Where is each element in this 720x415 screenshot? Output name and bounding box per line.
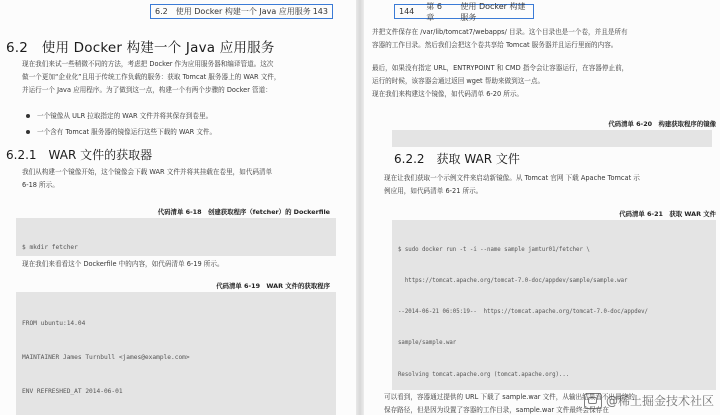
intro-line: 我们从构建一个镜像开始，这个镜像会下载 WAR 文件并将其挂载在卷里，如代码清单 — [22, 168, 273, 176]
intro-line: 最后，如果没有指定 URL，ENTRYPOINT 和 CMD 指令会让容器运行，在容器停止前， — [372, 64, 629, 72]
code-line: FROM ubuntu:14.04 — [22, 320, 86, 328]
closing-line: 可以看到，容器通过提供的 URL 下载了 sample.war 文件，从输出结果看不出最终的 — [384, 393, 635, 401]
bullet-dot-icon — [26, 114, 30, 118]
header-section-title: 6.2 使用 Docker 构建一个 Java 应用服务 — [155, 7, 311, 16]
intro-line: 例应用，如代码清单 6-21 所示。 — [384, 187, 483, 195]
intro-line: 并运行一个 Java 应用程序。为了做到这一点，构建一个有两个步骤的 Docker 管道： — [22, 86, 272, 94]
bullet-text: 一个含有 Tomcat 服务器的镜像运行这些下载的 WAR 文件。 — [37, 128, 217, 136]
right-page-header — [394, 1, 534, 22]
code-line: $ mkdir fetcher — [22, 244, 78, 252]
intro-line: 现在我们来构建这个镜像，如代码清单 6-20 所示。 — [372, 90, 524, 98]
juejin-logo-icon — [584, 393, 602, 409]
listing-caption: 代码清单 6-21 获取 WAR 文件 — [619, 210, 716, 218]
watermark — [584, 392, 714, 409]
intro-line: 6-18 所示。 — [22, 181, 59, 189]
bullet-text: 一个镜像从 ULR 拉取指定的 WAR 文件并将其保存到卷里。 — [37, 112, 213, 120]
right-page — [364, 0, 720, 415]
watermark-text: @稀土掘金技术社区 — [605, 394, 714, 408]
right-intro — [372, 26, 716, 101]
left-page — [0, 0, 356, 415]
intro-line: 现在让我们获取一个示例文件来启动新镜像。从 Tomcat 官网 下载 Apache Tomcat 示 — [384, 174, 640, 182]
intro-line: 容器的工作目录。然后我们会把这个卷共享给 Tomcat 服务器并且运行里面的内容。 — [372, 41, 618, 49]
subsection-intro — [384, 172, 718, 198]
code-line: $ sudo docker run -t -i --name sample jamtur01/fetcher \ — [398, 246, 590, 253]
code-block-listing-19 — [16, 292, 336, 415]
code-line: --2014-06-21 06:05:19-- https://tomcat.apache.org/tomcat-7.0-doc/appdev/ — [398, 309, 648, 316]
left-page-header — [150, 4, 333, 19]
subsection-title: 6.2.2 获取 WAR 文件 — [394, 152, 520, 166]
header-title: 使用 Docker 构建服务 — [460, 1, 526, 22]
code-block-listing-18 — [16, 218, 336, 256]
section-title: 6.2 使用 Docker 构建一个 Java 应用服务 — [6, 40, 275, 56]
closing-line: 保存路径，但是因为设置了容器的工作目录，sample.war 文件最终会保存在 — [384, 406, 609, 414]
section-intro — [22, 58, 352, 97]
subsection-intro — [22, 166, 352, 192]
code-block-listing-21 — [392, 220, 716, 390]
listing-intro-text: 现在我们来看看这个 Dockerfile 中的内容，如代码清单 6-19 所示。 — [22, 260, 224, 268]
code-block-listing-20 — [392, 130, 712, 147]
intro-line: 并把文件保存在 /var/lib/tomcat7/webapps/ 目录。这个目录也是一个卷，并且是所有 — [372, 28, 628, 36]
bullet-item — [26, 110, 212, 120]
bullet-item — [26, 126, 216, 136]
listing-caption: 代码清单 6-18 创建获取程序（fetcher）的 Dockerfile — [157, 208, 330, 216]
code-line: sample/sample.war — [398, 340, 457, 347]
listing-caption: 代码清单 6-19 WAR 文件的获取程序 — [216, 282, 330, 290]
code-line: ENV REFRESHED_AT 2014-06-01 — [22, 387, 123, 395]
header-page-number: 144 — [399, 7, 415, 16]
intro-line: 做一个更加“企业化”且用于传统工作负载的服务：获取 Tomcat 服务器上的 WAR 文件， — [22, 73, 281, 81]
intro-line: 运行的时候，该容器会通过返回 wget 帮助来做到这一点。 — [372, 77, 545, 85]
code-line: MAINTAINER James Turnbull <james@example.com> — [22, 354, 190, 362]
intro-line: 现在我们来试一些稍微不同的方法，考虑把 Docker 作为应用服务器和编译管道。这次 — [22, 60, 274, 68]
code-line: https://tomcat.apache.org/tomcat-7.0-doc/appdev/sample/sample.war — [398, 278, 628, 285]
code-line: Resolving tomcat.apache.org (tomcat.apache.org)... — [398, 371, 570, 378]
listing-caption: 代码清单 6-20 构建获取程序的镜像 — [608, 120, 716, 128]
bullet-dot-icon — [26, 130, 30, 134]
book-gutter — [356, 0, 364, 415]
header-page-number: 143 — [312, 7, 328, 16]
header-chapter: 第 6 章 — [426, 1, 442, 22]
subsection-title: 6.2.1 WAR 文件的获取器 — [6, 148, 153, 162]
